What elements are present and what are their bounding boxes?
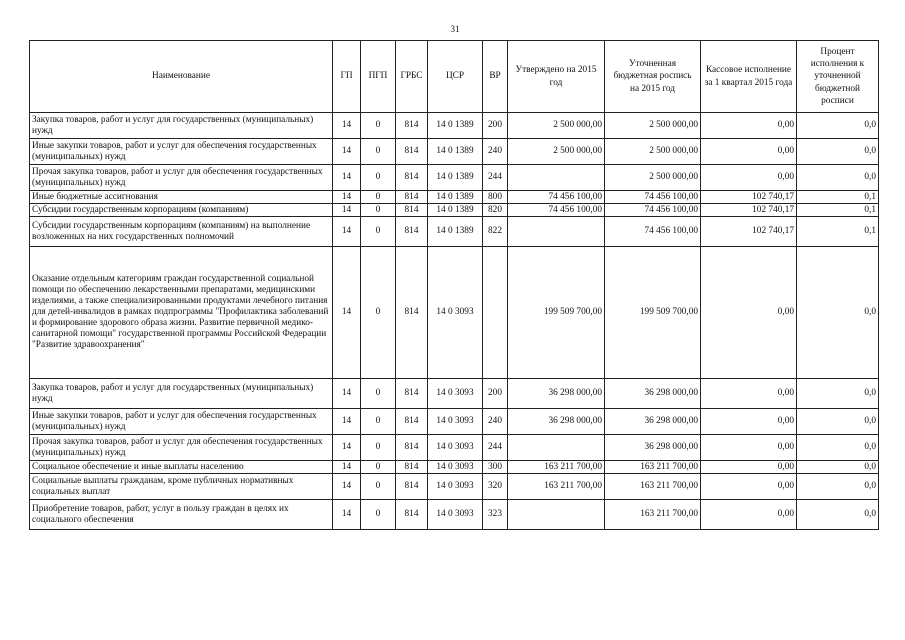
row-approved: 36 298 000,00 bbox=[508, 409, 605, 435]
row-percent: 0,1 bbox=[797, 204, 879, 217]
header-csr: ЦСР bbox=[428, 41, 483, 113]
row-name: Иные бюджетные ассигнования bbox=[30, 191, 333, 204]
row-gp: 14 bbox=[333, 217, 361, 247]
row-pgp: 0 bbox=[361, 474, 396, 500]
row-gp: 14 bbox=[333, 474, 361, 500]
row-name: Социальное обеспечение и иные выплаты населению bbox=[30, 461, 333, 474]
row-revised: 163 211 700,00 bbox=[605, 474, 701, 500]
table-row bbox=[30, 217, 879, 247]
row-grbs: 814 bbox=[396, 191, 428, 204]
row-csr: 14 0 1389 bbox=[428, 165, 483, 191]
row-pgp: 0 bbox=[361, 435, 396, 461]
row-cash: 0,00 bbox=[701, 379, 797, 409]
row-csr: 14 0 3093 bbox=[428, 435, 483, 461]
row-revised: 74 456 100,00 bbox=[605, 217, 701, 247]
row-gp: 14 bbox=[333, 435, 361, 461]
row-pgp: 0 bbox=[361, 113, 396, 139]
row-grbs: 814 bbox=[396, 409, 428, 435]
row-gp: 14 bbox=[333, 191, 361, 204]
row-percent: 0,0 bbox=[797, 379, 879, 409]
row-pgp: 0 bbox=[361, 247, 396, 379]
row-csr: 14 0 1389 bbox=[428, 191, 483, 204]
row-vr: 240 bbox=[483, 409, 508, 435]
row-grbs: 814 bbox=[396, 461, 428, 474]
table-row bbox=[30, 379, 879, 409]
table-row bbox=[30, 409, 879, 435]
table-row bbox=[30, 113, 879, 139]
row-approved bbox=[508, 165, 605, 191]
table-row bbox=[30, 165, 879, 191]
row-approved: 163 211 700,00 bbox=[508, 461, 605, 474]
row-name: Субсидии государственным корпорациям (компаниям) bbox=[30, 204, 333, 217]
row-cash: 0,00 bbox=[701, 474, 797, 500]
row-revised: 74 456 100,00 bbox=[605, 191, 701, 204]
row-name: Приобретение товаров, работ, услуг в пользу граждан в целях их социального обеспечения bbox=[30, 500, 333, 530]
row-gp: 14 bbox=[333, 113, 361, 139]
row-revised: 36 298 000,00 bbox=[605, 379, 701, 409]
row-name: Субсидии государственным корпорациям (компаниям) на выполнение возложенных на них государственных полномочий bbox=[30, 217, 333, 247]
table-row bbox=[30, 474, 879, 500]
row-cash: 0,00 bbox=[701, 165, 797, 191]
table-row bbox=[30, 500, 879, 530]
row-percent: 0,0 bbox=[797, 113, 879, 139]
row-vr bbox=[483, 247, 508, 379]
row-percent: 0,0 bbox=[797, 139, 879, 165]
row-pgp: 0 bbox=[361, 204, 396, 217]
row-grbs: 814 bbox=[396, 217, 428, 247]
header-cash: Кассовое исполнение за 1 квартал 2015 года bbox=[701, 41, 797, 113]
row-approved: 2 500 000,00 bbox=[508, 139, 605, 165]
table-row bbox=[30, 435, 879, 461]
row-approved: 74 456 100,00 bbox=[508, 204, 605, 217]
row-vr: 200 bbox=[483, 379, 508, 409]
row-approved: 36 298 000,00 bbox=[508, 379, 605, 409]
row-gp: 14 bbox=[333, 500, 361, 530]
row-gp: 14 bbox=[333, 165, 361, 191]
row-cash: 0,00 bbox=[701, 247, 797, 379]
row-revised: 199 509 700,00 bbox=[605, 247, 701, 379]
row-vr: 244 bbox=[483, 165, 508, 191]
row-percent: 0,1 bbox=[797, 217, 879, 247]
row-approved bbox=[508, 435, 605, 461]
row-revised: 36 298 000,00 bbox=[605, 409, 701, 435]
row-name: Социальные выплаты гражданам, кроме публичных нормативных социальных выплат bbox=[30, 474, 333, 500]
row-pgp: 0 bbox=[361, 379, 396, 409]
row-csr: 14 0 1389 bbox=[428, 204, 483, 217]
row-percent: 0,0 bbox=[797, 500, 879, 530]
header-percent: Процент исполнения к уточненной бюджетной росписи bbox=[797, 41, 879, 113]
row-revised: 2 500 000,00 bbox=[605, 139, 701, 165]
row-gp: 14 bbox=[333, 461, 361, 474]
header-name: Наименование bbox=[30, 41, 333, 113]
header-gp: ГП bbox=[333, 41, 361, 113]
row-approved: 74 456 100,00 bbox=[508, 191, 605, 204]
row-approved: 199 509 700,00 bbox=[508, 247, 605, 379]
row-cash: 0,00 bbox=[701, 435, 797, 461]
row-cash: 0,00 bbox=[701, 461, 797, 474]
row-vr: 323 bbox=[483, 500, 508, 530]
row-cash: 102 740,17 bbox=[701, 204, 797, 217]
row-gp: 14 bbox=[333, 139, 361, 165]
row-csr: 14 0 3093 bbox=[428, 379, 483, 409]
row-vr: 800 bbox=[483, 191, 508, 204]
row-cash: 102 740,17 bbox=[701, 217, 797, 247]
row-name: Закупка товаров, работ и услуг для государственных (муниципальных) нужд bbox=[30, 113, 333, 139]
row-grbs: 814 bbox=[396, 113, 428, 139]
header-vr: ВР bbox=[483, 41, 508, 113]
row-name: Закупка товаров, работ и услуг для государственных (муниципальных) нужд bbox=[30, 379, 333, 409]
row-cash: 0,00 bbox=[701, 409, 797, 435]
row-percent: 0,0 bbox=[797, 165, 879, 191]
row-revised: 2 500 000,00 bbox=[605, 113, 701, 139]
row-percent: 0,0 bbox=[797, 435, 879, 461]
page-number: 31 bbox=[450, 24, 460, 34]
row-grbs: 814 bbox=[396, 139, 428, 165]
row-cash: 0,00 bbox=[701, 139, 797, 165]
row-pgp: 0 bbox=[361, 165, 396, 191]
row-csr: 14 0 3093 bbox=[428, 474, 483, 500]
row-grbs: 814 bbox=[396, 247, 428, 379]
row-csr: 14 0 3093 bbox=[428, 409, 483, 435]
table-row bbox=[30, 461, 879, 474]
row-percent: 0,0 bbox=[797, 474, 879, 500]
row-pgp: 0 bbox=[361, 139, 396, 165]
row-name: Иные закупки товаров, работ и услуг для обеспечения государственных (муниципальных) нужд bbox=[30, 409, 333, 435]
table-header-row bbox=[30, 41, 879, 113]
row-vr: 300 bbox=[483, 461, 508, 474]
row-approved: 163 211 700,00 bbox=[508, 474, 605, 500]
row-name: Прочая закупка товаров, работ и услуг для обеспечения государственных (муниципальных) нужд bbox=[30, 435, 333, 461]
row-percent: 0,0 bbox=[797, 461, 879, 474]
row-revised: 163 211 700,00 bbox=[605, 500, 701, 530]
row-name: Прочая закупка товаров, работ и услуг для обеспечения государственных (муниципальных) нужд bbox=[30, 165, 333, 191]
row-vr: 240 bbox=[483, 139, 508, 165]
table-row bbox=[30, 191, 879, 204]
table-row bbox=[30, 139, 879, 165]
header-approved: Утверждено на 2015 год bbox=[508, 41, 605, 113]
row-name: Иные закупки товаров, работ и услуг для обеспечения государственных (муниципальных) нужд bbox=[30, 139, 333, 165]
row-gp: 14 bbox=[333, 379, 361, 409]
row-approved: 2 500 000,00 bbox=[508, 113, 605, 139]
row-percent: 0,0 bbox=[797, 247, 879, 379]
row-cash: 0,00 bbox=[701, 113, 797, 139]
row-pgp: 0 bbox=[361, 500, 396, 530]
header-revised: Уточненная бюджетная роспись на 2015 год bbox=[605, 41, 701, 113]
row-gp: 14 bbox=[333, 204, 361, 217]
row-revised: 163 211 700,00 bbox=[605, 461, 701, 474]
row-csr: 14 0 3093 bbox=[428, 461, 483, 474]
header-grbs: ГРБС bbox=[396, 41, 428, 113]
row-cash: 0,00 bbox=[701, 500, 797, 530]
row-revised: 2 500 000,00 bbox=[605, 165, 701, 191]
row-grbs: 814 bbox=[396, 435, 428, 461]
row-percent: 0,0 bbox=[797, 409, 879, 435]
row-grbs: 814 bbox=[396, 474, 428, 500]
row-vr: 820 bbox=[483, 204, 508, 217]
row-vr: 320 bbox=[483, 474, 508, 500]
row-csr: 14 0 3093 bbox=[428, 247, 483, 379]
table-row bbox=[30, 204, 879, 217]
row-csr: 14 0 1389 bbox=[428, 217, 483, 247]
row-csr: 14 0 1389 bbox=[428, 139, 483, 165]
row-grbs: 814 bbox=[396, 204, 428, 217]
row-grbs: 814 bbox=[396, 165, 428, 191]
row-vr: 244 bbox=[483, 435, 508, 461]
row-cash: 102 740,17 bbox=[701, 191, 797, 204]
row-approved bbox=[508, 500, 605, 530]
row-pgp: 0 bbox=[361, 191, 396, 204]
row-csr: 14 0 1389 bbox=[428, 113, 483, 139]
row-grbs: 814 bbox=[396, 379, 428, 409]
row-grbs: 814 bbox=[396, 500, 428, 530]
row-pgp: 0 bbox=[361, 461, 396, 474]
row-gp: 14 bbox=[333, 247, 361, 379]
budget-execution-table bbox=[29, 40, 879, 530]
row-gp: 14 bbox=[333, 409, 361, 435]
row-vr: 822 bbox=[483, 217, 508, 247]
header-pgp: ПГП bbox=[361, 41, 396, 113]
row-revised: 36 298 000,00 bbox=[605, 435, 701, 461]
row-pgp: 0 bbox=[361, 409, 396, 435]
row-revised: 74 456 100,00 bbox=[605, 204, 701, 217]
row-name: Оказание отдельным категориям граждан государственной социальной помощи по обеспечению лекарственными препаратами, медицинскими изделиями, а также специализированными продуктами лечебного питания для детей-инвалидов в рамках подпрограммы "Профилактика заболеваний и формирование здорового образа жизни. Развитие первичной медико-санитарной помощи" государственной программы Российской Федерации "Развитие здравоохранения" bbox=[30, 247, 333, 379]
row-csr: 14 0 3093 bbox=[428, 500, 483, 530]
row-approved bbox=[508, 217, 605, 247]
table-row bbox=[30, 247, 879, 379]
row-pgp: 0 bbox=[361, 217, 396, 247]
row-percent: 0,1 bbox=[797, 191, 879, 204]
row-vr: 200 bbox=[483, 113, 508, 139]
